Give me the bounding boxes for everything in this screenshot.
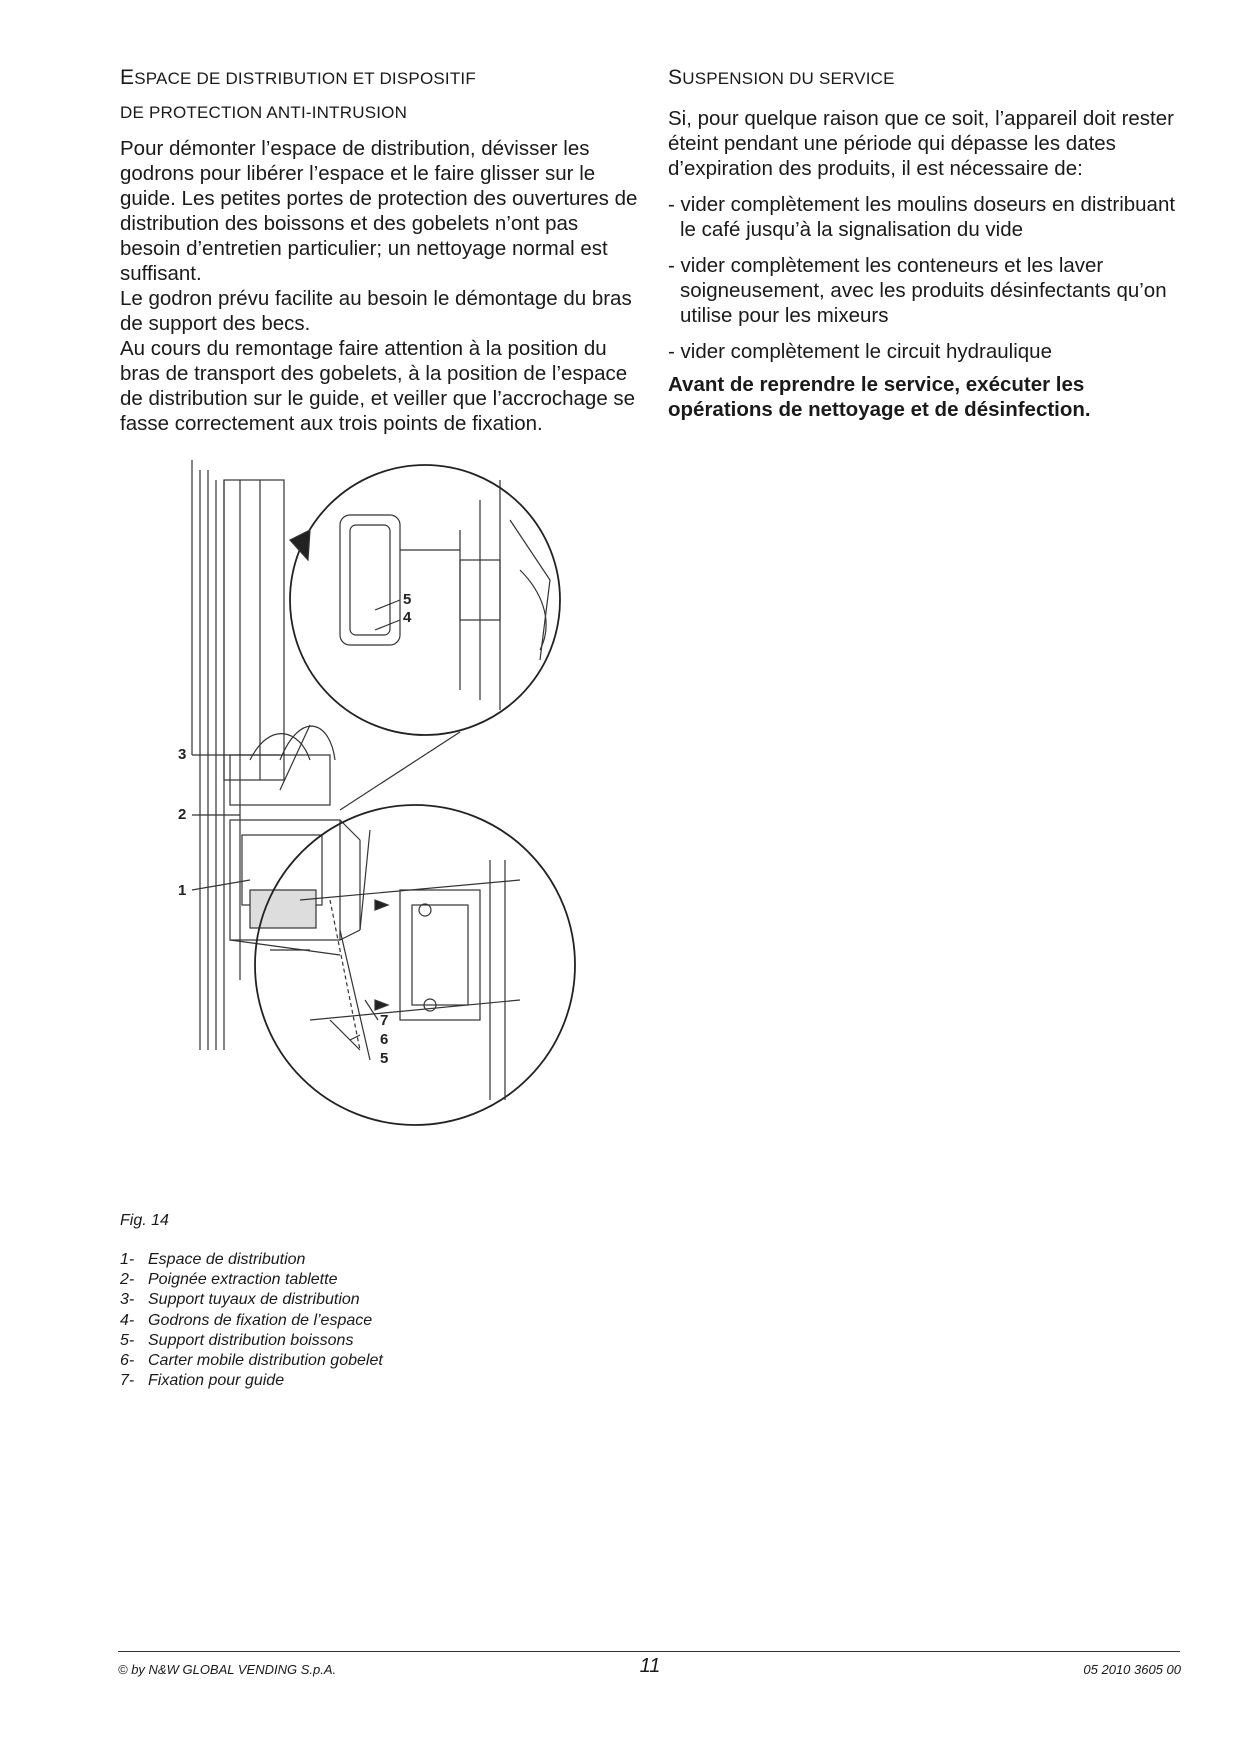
heading-initial: S [668, 66, 683, 89]
warning-note: Avant de reprendre le service, exécuter les opérations de nettoyage et de désinfection. [668, 373, 1091, 421]
legend-num: 6- [120, 1352, 135, 1370]
footer-copyright: © by N&W GLOBAL VENDING S.p.A. [118, 1662, 337, 1677]
paragraph: Pour démonter l’espace de distribution, dévisser les godrons pour libérer l’espace et le faire glisser sur le guide. Les petites portes de protection des ouvertures de distribution des boissons et des gobelets n’ont pas besoin d’entretien particulier; un nettoyage normal est suffisant. [120, 137, 638, 285]
callout-4: 4 [403, 609, 412, 626]
list-item: - vider complètement le circuit hydraulique [668, 340, 1052, 363]
legend-num: 4- [120, 1311, 135, 1329]
figure-caption: Fig. 14 [120, 1212, 169, 1229]
legend-num: 2- [120, 1271, 135, 1289]
legend-item [120, 1250, 383, 1270]
legend-num: 1- [120, 1251, 135, 1268]
figure-diagram [160, 460, 580, 1170]
legend-num: 7- [120, 1372, 135, 1390]
callout-5-top: 5 [403, 591, 412, 608]
figure-legend [120, 1250, 383, 1391]
legend-text: Poignée extraction tablette [148, 1271, 338, 1289]
legend-item [120, 1331, 383, 1351]
legend-item [120, 1270, 383, 1290]
legend-text: Fixation pour guide [148, 1372, 285, 1390]
legend-text: Carter mobile distribution gobelet [148, 1352, 383, 1370]
legend-num: 3- [120, 1291, 135, 1309]
legend-item [120, 1351, 383, 1371]
legend-text: Godrons de fixation de l’espace [148, 1311, 373, 1329]
paragraph: Au cours du remontage faire attention à la position du bras de transport des gobelets, à la position de l’espace de distribution sur le guide, et veiller que l’accrochage se fasse correctement aux trois points de fixation. [120, 337, 636, 435]
document-code: 05 2010 3605 00 [1083, 1662, 1181, 1677]
footer-divider [118, 1651, 1180, 1652]
list-item: - vider complètement les moulins doseurs en distribuant le café jusqu’à la signalisation du vide [668, 193, 1176, 241]
section-heading-distribution [120, 63, 476, 94]
callout-5-bottom: 5 [380, 1050, 389, 1067]
legend-item [120, 1371, 383, 1391]
legend-text: Espace de distribution [148, 1251, 306, 1268]
section-heading-suspension [668, 63, 895, 94]
callout-3: 3 [178, 746, 187, 763]
section-heading-distribution-line2: DE PROTECTION ANTI-INTRUSION [120, 103, 408, 122]
page-number: 11 [639, 1655, 661, 1677]
callout-7: 7 [380, 1012, 389, 1029]
paragraph: Le godron prévu facilite au besoin le démontage du bras de support des becs. [120, 287, 632, 335]
legend-text: Support distribution boissons [148, 1331, 354, 1349]
heading-initial: E [120, 66, 135, 89]
callout-2: 2 [178, 806, 187, 823]
callout-6: 6 [380, 1031, 389, 1048]
callout-1: 1 [178, 882, 187, 899]
legend-item [120, 1311, 383, 1331]
suspension-body-text [668, 106, 1193, 364]
legend-item [120, 1290, 383, 1310]
machine-illustration [160, 460, 580, 1170]
legend-text: Support tuyaux de distribution [148, 1291, 360, 1309]
distribution-body-text [120, 136, 640, 436]
heading-rest: USPENSION DU SERVICE [682, 69, 895, 88]
intro-paragraph: Si, pour quelque raison que ce soit, l’appareil doit rester éteint pendant une période qui dépasse les dates d’expiration des produits, il est nécessaire de: [668, 107, 1174, 180]
list-item: - vider complètement les conteneurs et les laver soigneusement, avec les produits désinfectants qu’on utilise pour les mixeurs [668, 254, 1167, 327]
heading-line1: SPACE DE DISTRIBUTION ET DISPOSITIF [134, 69, 476, 88]
legend-num: 5- [120, 1331, 135, 1349]
